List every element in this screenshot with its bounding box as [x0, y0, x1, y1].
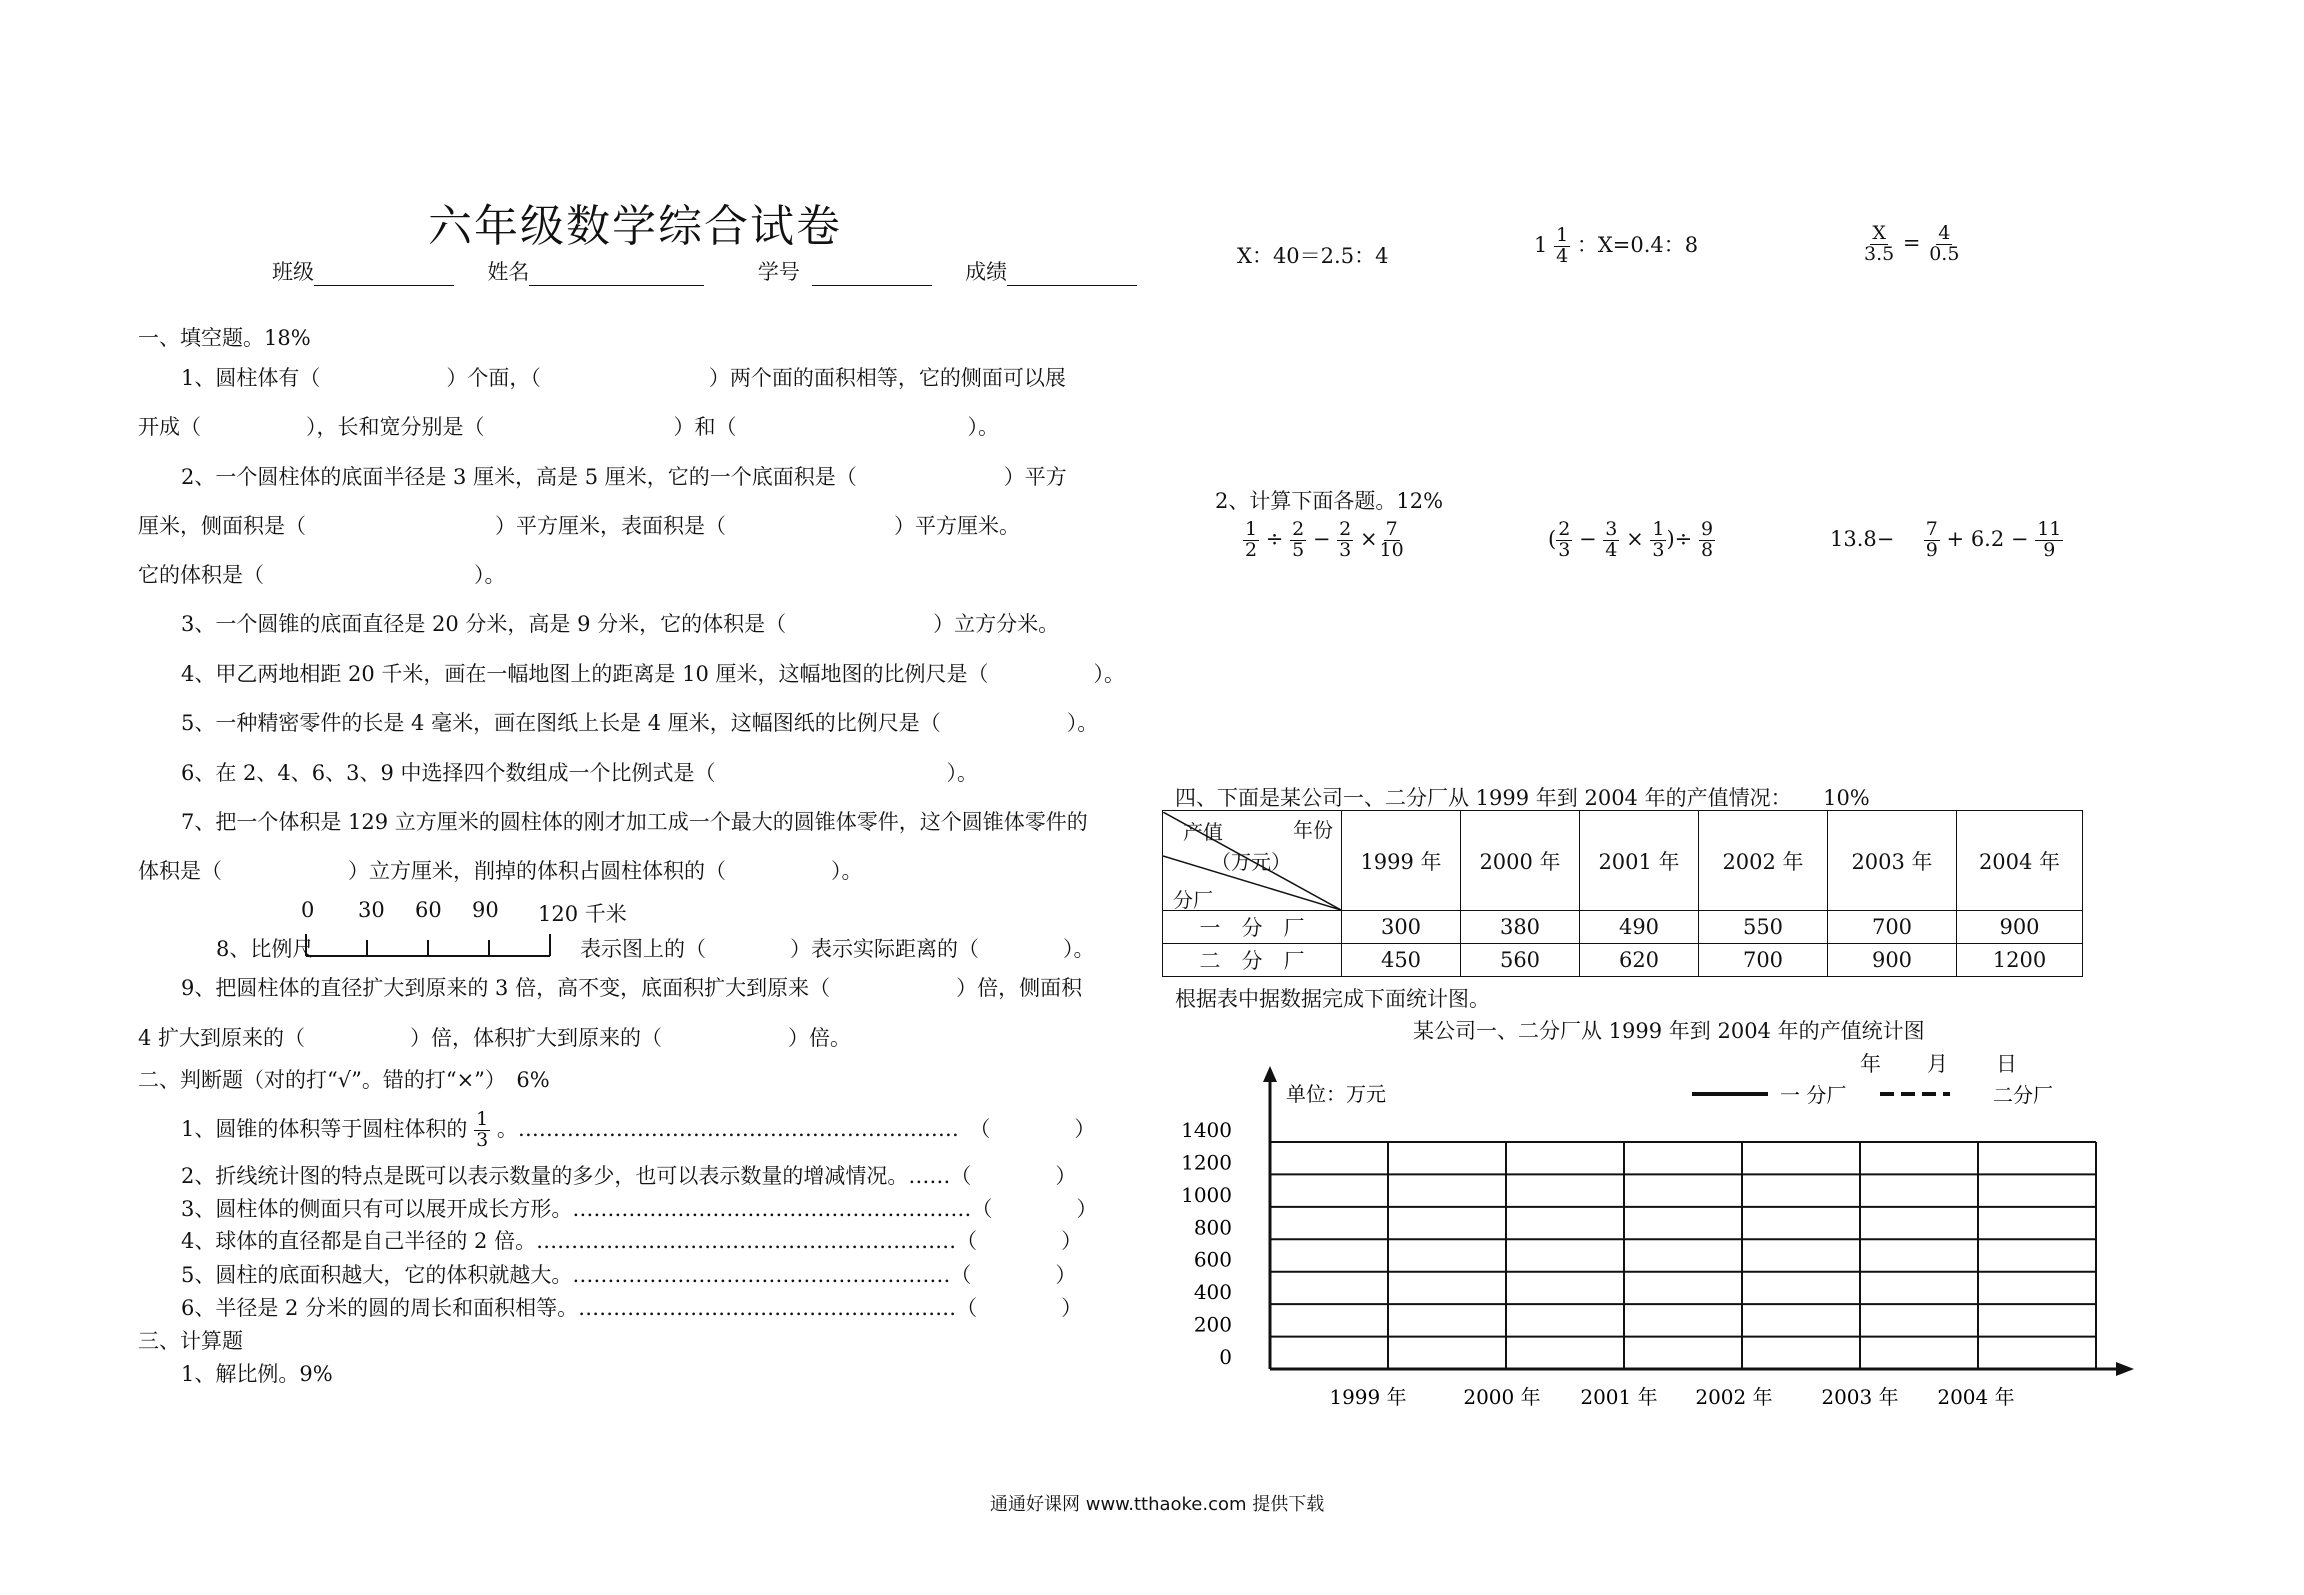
q2-line2: 厘米，侧面积是（ ）平方厘米，表面积是（ ）平方厘米。	[138, 514, 1020, 538]
year-header: 1999 年	[1342, 811, 1461, 911]
q1-line2: 开成（ ），长和宽分别是（ ）和（ ）。	[138, 415, 999, 439]
q3: 3、一个圆锥的底面直径是 20 分米，高是 9 分米，它的体积是（ ）立方分米。	[181, 612, 1060, 636]
q8-rest: 表示图上的（ ）表示实际距离的（ ）。	[580, 937, 1095, 961]
table-row	[1163, 911, 2083, 944]
judge-q6: 6、半径是 2 分米的圆的周长和面积相等。………………………………………………（ ）	[181, 1296, 1083, 1320]
legend-label-factory1: 一 分厂	[1780, 1083, 1847, 1107]
judge-q3: 3、圆柱体的侧面只有可以展开成长方形。…………………………………………………（ ）	[181, 1197, 1098, 1221]
footer: 通通好课网 www.tthaoke.com 提供下载	[990, 1494, 1325, 1515]
y-tick-label: 0	[1219, 1345, 1232, 1369]
x-tick-label: 2000 年	[1463, 1385, 1541, 1409]
y-tick-label: 1000	[1181, 1182, 1232, 1207]
x-tick-label: 1999 年	[1329, 1385, 1407, 1409]
table-cell: 900	[1957, 911, 2083, 944]
q2-line1: 2、一个圆柱体的底面半径是 3 厘米，高是 5 厘米，它的一个底面积是（ ）平方	[181, 465, 1067, 489]
date-year: 年	[1860, 1052, 1881, 1076]
unit-label: 单位：万元	[1286, 1082, 1386, 1106]
scale-tick-60: 60	[415, 898, 442, 922]
q2-line3: 它的体积是（ ）。	[138, 563, 506, 587]
number-blank[interactable]	[812, 263, 932, 286]
x-tick-label: 2001 年	[1580, 1385, 1658, 1409]
judge-q1: 1、圆锥的体积等于圆柱体积的 $\frac{1}{3}$ 。……………………………………………………… （ ）	[181, 1108, 1096, 1151]
year-header: 2001 年	[1580, 811, 1699, 911]
section1-heading: 一、填空题。18%	[138, 326, 311, 350]
q9-line1: 9、把圆柱体的直径扩大到原来的 3 倍，高不变，底面积扩大到原来（ ）倍，侧面积	[181, 976, 1083, 1000]
year-header: 2004 年	[1957, 811, 2083, 911]
table-cell: 550	[1699, 911, 1828, 944]
chart-title: 某公司一、二分厂从 1999 年到 2004 年的产值统计图	[1413, 1019, 1925, 1043]
scale-tick-30: 30	[358, 898, 385, 922]
name-blank[interactable]	[529, 263, 704, 286]
table-cell: 380	[1461, 911, 1580, 944]
table-cell: 560	[1461, 944, 1580, 977]
legend-label-factory2: 二分厂	[1993, 1083, 2053, 1107]
table-cell: 900	[1828, 944, 1957, 977]
row-label: 二 分 厂	[1163, 944, 1342, 977]
section2-heading: 二、判断题（对的打“√”。错的打“×”） 6%	[138, 1068, 550, 1092]
q5: 5、一种精密零件的长是 4 毫米，画在图纸上长是 4 厘米，这幅图纸的比例尺是（ ）。	[181, 711, 1099, 735]
calc-expression-3: 13.8− $\frac{7}{9}$ + 6.2 − $\frac{11}{9}$	[1830, 518, 2062, 561]
table-cell: 620	[1580, 944, 1699, 977]
date-month: 月	[1927, 1052, 1948, 1076]
q6: 6、在 2、4、6、3、9 中选择四个数组成一个比例式是（ ）。	[181, 761, 979, 785]
judge-q4: 4、球体的直径都是自己半径的 2 倍。……………………………………………………（ ）	[181, 1229, 1083, 1253]
production-table	[1162, 810, 2083, 977]
class-blank[interactable]	[314, 263, 454, 286]
section3-sub1: 1、解比例。9%	[181, 1362, 333, 1386]
corner-header-cell: 年份 产值 （万元） 分厂	[1163, 811, 1342, 911]
proportion-2: 1 $\frac{1}{4}$ ：X=0.4：8	[1534, 224, 1699, 267]
table-cell: 700	[1828, 911, 1957, 944]
section4-heading: 四、下面是某公司一、二分厂从 1999 年到 2004 年的产值情况： 10%	[1175, 786, 1870, 810]
y-tick-label: 200	[1193, 1312, 1232, 1337]
section3-heading: 三、计算题	[138, 1329, 243, 1353]
q4: 4、甲乙两地相距 20 千米，画在一幅地图上的距离是 10 厘米，这幅地图的比例尺是（ ）。	[181, 662, 1126, 686]
q9-line2: 4 扩大到原来的（ ）倍，体积扩大到原来的（ ）倍。	[138, 1026, 852, 1050]
year-header: 2000 年	[1461, 811, 1580, 911]
q1-line1: 1、圆柱体有（ ）个面，（ ）两个面的面积相等，它的侧面可以展	[181, 366, 1066, 390]
date-day: 日	[1996, 1052, 2017, 1076]
y-tick-label: 600	[1193, 1247, 1232, 1272]
student-info-line	[272, 256, 1137, 286]
y-tick-label: 1400	[1181, 1118, 1232, 1142]
q8-label: 8、比例尺	[216, 937, 314, 961]
y-tick-label: 800	[1193, 1215, 1232, 1240]
x-tick-label: 2004 年	[1937, 1385, 2015, 1409]
score-label: 成绩	[965, 260, 1008, 284]
y-tick-label: 400	[1193, 1280, 1232, 1305]
scale-bar	[304, 930, 554, 960]
table-cell: 450	[1342, 944, 1461, 977]
table-row	[1163, 944, 2083, 977]
judge-q2: 2、折线统计图的特点是既可以表示数量的多少，也可以表示数量的增减情况。……（ ）	[181, 1164, 1077, 1188]
scale-tick-90: 90	[472, 898, 499, 922]
name-label: 姓名	[487, 260, 530, 284]
table-cell: 300	[1342, 911, 1461, 944]
y-tick-label: 1200	[1181, 1150, 1232, 1175]
scale-tick-0: 0	[301, 898, 315, 922]
x-axis-arrow	[2116, 1362, 2134, 1376]
judge-q5: 5、圆柱的底面积越大，它的体积就越大。………………………………………………（ ）	[181, 1263, 1077, 1287]
x-tick-label: 2002 年	[1695, 1385, 1773, 1409]
q7-line2: 体积是（ ）立方厘米，削掉的体积占圆柱体积的（ ）。	[138, 859, 863, 883]
table-cell: 490	[1580, 911, 1699, 944]
row-label: 一 分 厂	[1163, 911, 1342, 944]
x-tick-label: 2003 年	[1821, 1385, 1899, 1409]
score-blank[interactable]	[1007, 263, 1137, 286]
proportion-1: X：40＝2.5：4	[1237, 244, 1389, 268]
year-header: 2002 年	[1699, 811, 1828, 911]
y-axis-arrow	[1263, 1066, 1277, 1082]
table-cell: 700	[1699, 944, 1828, 977]
fraction-one-third: $\frac{1}{3}$	[476, 1108, 489, 1151]
number-label: 学号	[757, 260, 800, 284]
page-title: 六年级数学综合试卷	[428, 201, 842, 252]
calc-expression-1: $\frac{1}{2}$ ÷ $\frac{2}{5}$ − $\frac{2}{3}$ × $\frac{7}{10}$	[1245, 518, 1404, 561]
class-label: 班级	[272, 260, 314, 284]
calc-heading: 2、计算下面各题。12%	[1215, 489, 1444, 513]
scale-tick-120: 120 千米	[538, 902, 627, 926]
q7-line1: 7、把一个体积是 129 立方厘米的圆柱体的刚才加工成一个最大的圆锥体零件，这个圆锥体零件的	[181, 810, 1088, 834]
calc-expression-2: ( $\frac{2}{3}$ − $\frac{3}{4}$ × $\frac{1}{3}$ )÷ $\frac{9}{8}$	[1548, 518, 1714, 561]
year-header: 2003 年	[1828, 811, 1957, 911]
line-chart	[1150, 1060, 2150, 1420]
table-cell: 1200	[1957, 944, 2083, 977]
chart-instruction: 根据表中据数据完成下面统计图。	[1175, 987, 1490, 1011]
proportion-3: $\frac{X}{3.5}$ = $\frac{4}{0.5}$	[1864, 222, 1960, 265]
